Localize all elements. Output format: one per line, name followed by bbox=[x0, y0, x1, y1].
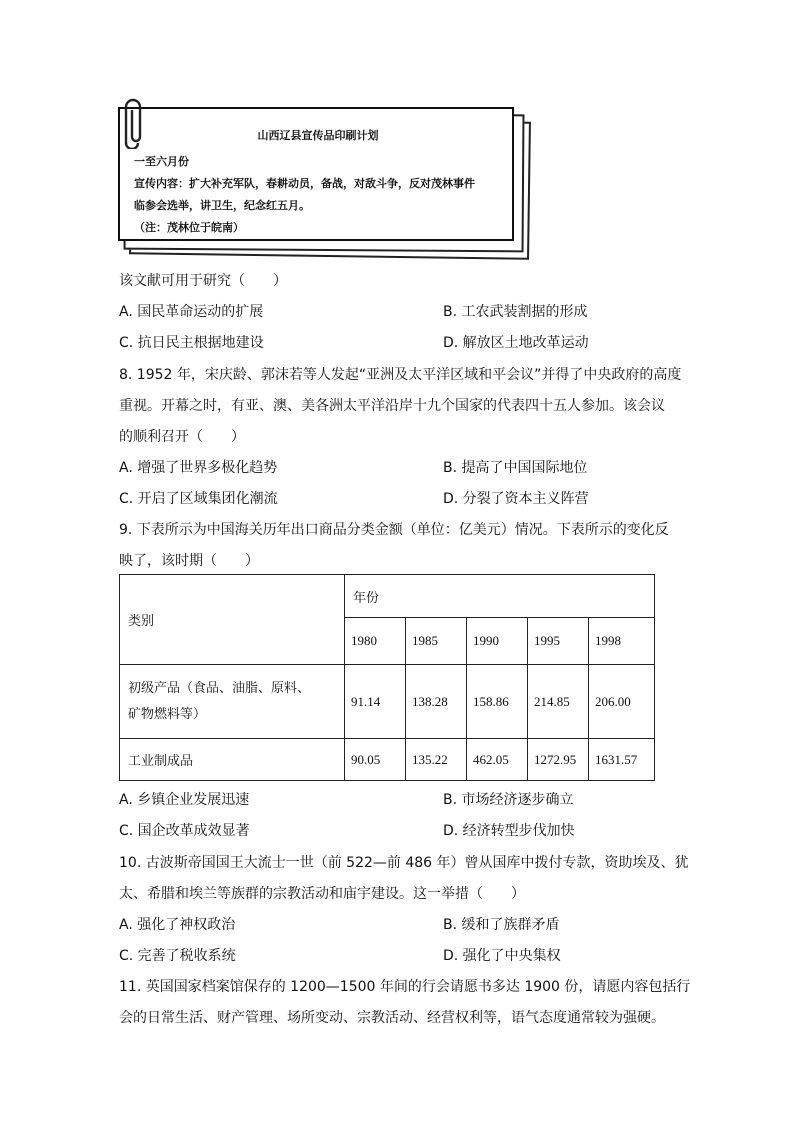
question-stem: 重视。开幕之时，有亚、澳、美各洲太平洋沿岸十九个国家的代表四十五人参加。该会议 bbox=[119, 398, 665, 414]
table-year-cell: 1995 bbox=[528, 618, 589, 665]
table-cell: 158.86 bbox=[467, 665, 528, 739]
table-cell: 91.14 bbox=[345, 665, 406, 739]
paperclip-icon bbox=[112, 97, 152, 149]
answer-option: A. 乡镇企业发展迅速 bbox=[119, 792, 250, 808]
table-header-year: 年份 bbox=[345, 575, 655, 618]
table-cell: 1272.95 bbox=[528, 739, 589, 781]
question-stem: 10. 古波斯帝国国王大流士一世（前 522—前 486 年）曾从国库中拨付专款，资助埃及、犹 bbox=[119, 855, 689, 871]
document-note-card bbox=[118, 107, 530, 255]
question-stem: 9. 下表所示为中国海关历年出口商品分类金额（单位：亿美元）情况。下表所示的变化反 bbox=[119, 522, 669, 538]
table-year-cell: 1990 bbox=[467, 618, 528, 665]
answer-option: D. 解放区土地改革运动 bbox=[443, 335, 589, 351]
answer-option: C. 完善了税收系统 bbox=[119, 948, 236, 964]
answer-option: D. 经济转型步伐加快 bbox=[443, 823, 575, 839]
table-row-label-line: 矿物燃料等） bbox=[128, 706, 207, 722]
table-cell: 135.22 bbox=[406, 739, 467, 781]
table-row bbox=[120, 739, 655, 781]
note-sheet bbox=[118, 107, 514, 241]
question-stem: 的顺利召开（ ） bbox=[119, 429, 245, 445]
table-year-cell: 1985 bbox=[406, 618, 467, 665]
answer-option: D. 分裂了资本主义阵营 bbox=[443, 491, 589, 507]
answer-option: C. 开启了区域集团化潮流 bbox=[119, 491, 278, 507]
question-stem: 11. 英国国家档案馆保存的 1200—1500 年间的行会请愿书多达 1900 份，请愿内容包括行 bbox=[119, 979, 691, 995]
answer-option: B. 工农武装割据的形成 bbox=[443, 304, 588, 320]
table-year-cell: 1980 bbox=[345, 618, 406, 665]
note-title: 山西辽县宣传品印刷计划 bbox=[257, 129, 379, 142]
answer-option: A. 增强了世界多极化趋势 bbox=[119, 460, 278, 476]
table-row-label-line: 初级产品（食品、油脂、原料、 bbox=[128, 680, 311, 696]
table-cell: 138.28 bbox=[406, 665, 467, 739]
question-stem: 会的日常生活、财产管理、场所变动、宗教活动、经营权利等，语气态度通常较为强硬。 bbox=[119, 1010, 665, 1026]
answer-option: C. 国企改革成效显著 bbox=[119, 823, 250, 839]
note-line: 一至六月份 bbox=[134, 155, 189, 168]
answer-option: A. 强化了神权政治 bbox=[119, 917, 236, 933]
table-cell: 206.00 bbox=[589, 665, 655, 739]
table-cell: 90.05 bbox=[345, 739, 406, 781]
table-row-label: 工业制成品 bbox=[120, 739, 345, 781]
answer-option: B. 缓和了族群矛盾 bbox=[443, 917, 560, 933]
table-cell: 462.05 bbox=[467, 739, 528, 781]
export-data-table bbox=[119, 574, 655, 781]
answer-option: B. 提高了中国国际地位 bbox=[443, 460, 588, 476]
answer-option: D. 强化了中央集权 bbox=[443, 948, 561, 964]
table-cell: 1631.57 bbox=[589, 739, 655, 781]
question-stem: 该文献可用于研究（ ） bbox=[119, 273, 287, 289]
table-cell: 214.85 bbox=[528, 665, 589, 739]
answer-option: A. 国民革命运动的扩展 bbox=[119, 304, 264, 320]
table-row bbox=[120, 665, 655, 739]
answer-option: B. 市场经济逐步确立 bbox=[443, 792, 574, 808]
note-line: 宣传内容：扩大补充军队，春耕动员，备战，对敌斗争，反对茂林事件 bbox=[134, 177, 475, 190]
note-line: （注：茂林位于皖南） bbox=[134, 221, 244, 234]
table-header-category: 类别 bbox=[120, 575, 345, 665]
note-line: 临参会选举，讲卫生，纪念红五月。 bbox=[134, 199, 310, 212]
table-row-label bbox=[120, 665, 345, 739]
answer-option: C. 抗日民主根据地建设 bbox=[119, 335, 264, 351]
question-stem: 映了，该时期（ ） bbox=[119, 553, 259, 569]
question-stem: 8. 1952 年，宋庆龄、郭沫若等人发起“亚洲及太平洋区域和平会议”并得了中央政府的高度 bbox=[119, 367, 682, 383]
question-stem: 太、希腊和埃兰等族群的宗教活动和庙宇建设。这一举措（ ） bbox=[119, 886, 525, 902]
table-year-cell: 1998 bbox=[589, 618, 655, 665]
